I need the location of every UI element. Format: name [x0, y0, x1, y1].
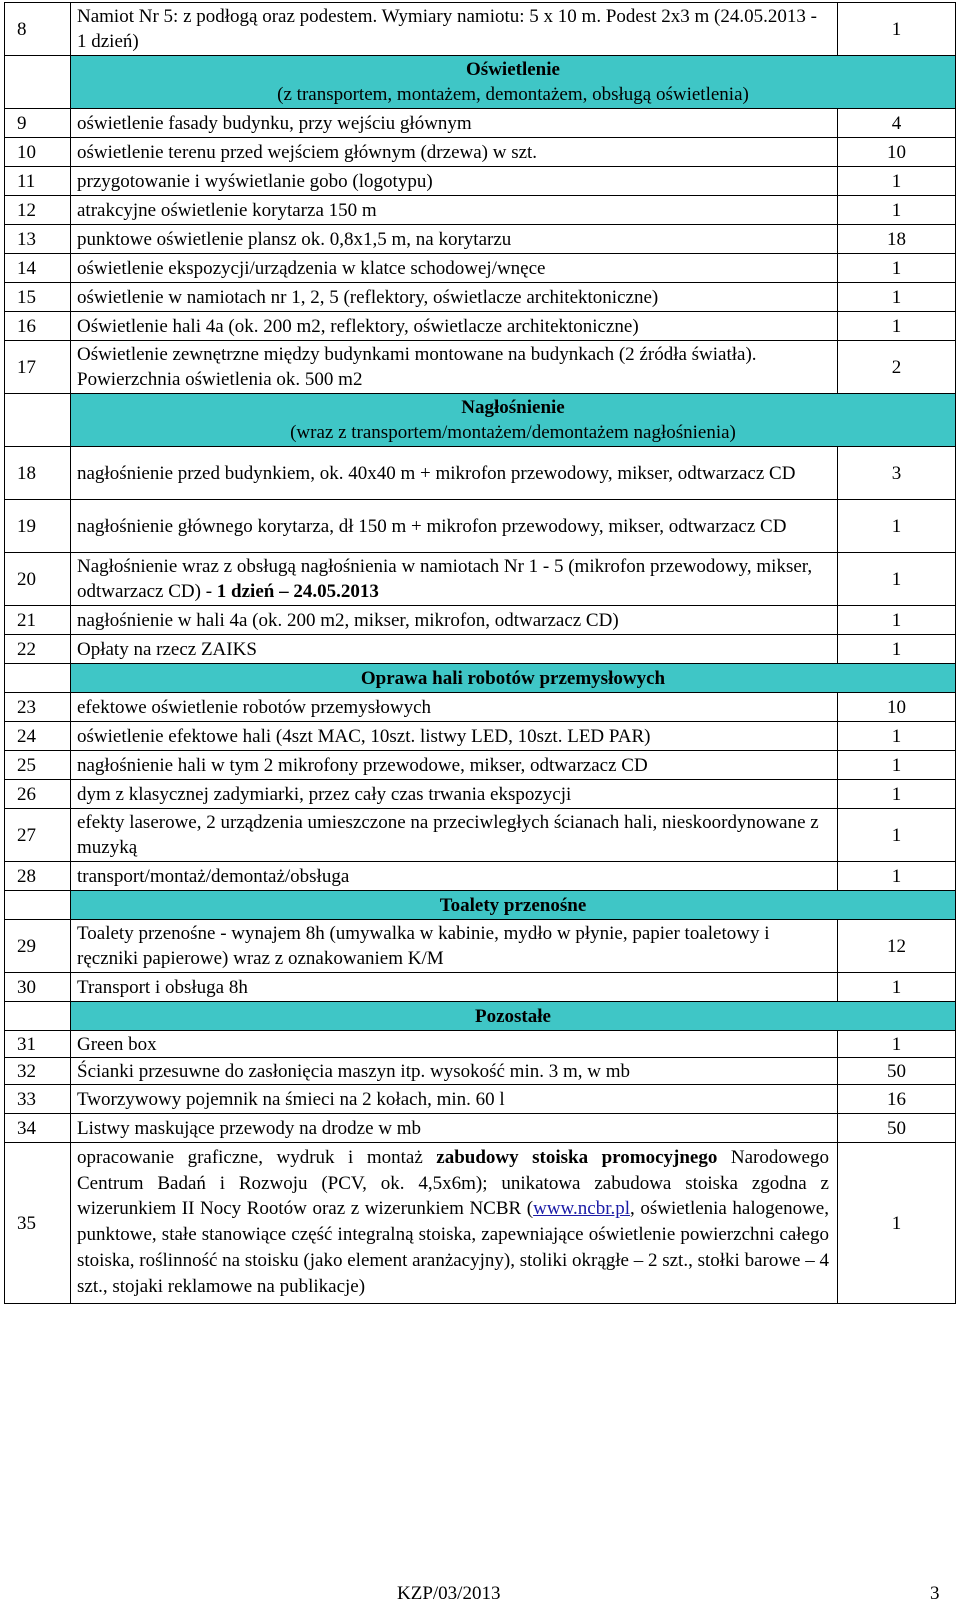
row-number: 22	[5, 635, 71, 664]
row-quantity: 50	[838, 1058, 956, 1085]
row-quantity: 12	[838, 920, 956, 973]
row-number: 25	[5, 751, 71, 780]
table-row	[5, 138, 956, 167]
table-row	[5, 283, 956, 312]
table-row	[5, 553, 956, 606]
row-description: nagłośnienie przed budynkiem, ok. 40x40 m + mikrofon przewodowy, mikser, odtwarzacz CD	[71, 447, 838, 500]
table-row	[5, 447, 956, 500]
row-number: 23	[5, 693, 71, 722]
row-quantity: 50	[838, 1114, 956, 1143]
row-number: 13	[5, 225, 71, 254]
table-row	[5, 693, 956, 722]
table-row	[5, 1085, 956, 1114]
table-row	[5, 109, 956, 138]
row-description-date: 1 dzień – 24.05.2013	[216, 581, 379, 602]
section-title: Toalety przenośne	[439, 894, 587, 916]
row-quantity: 1	[838, 1143, 956, 1304]
table-row	[5, 606, 956, 635]
row-quantity: 1	[838, 500, 956, 553]
row-description: Oświetlenie hali 4a (ok. 200 m2, reflektory, oświetlacze architektoniczne)	[71, 312, 838, 341]
table-row	[5, 500, 956, 553]
items-table	[4, 2, 956, 1304]
table-row	[5, 751, 956, 780]
section-subtitle: (z transportem, montażem, demontażem, obsługą oświetlenia)	[277, 84, 749, 105]
row-description: oświetlenie ekspozycji/urządzenia w klatce schodowej/wnęce	[71, 254, 838, 283]
row-description: Oświetlenie zewnętrzne między budynkami montowane na budynkach (2 źródła światła). Powierzchnia oświetlenia ok. 500 m2	[71, 341, 838, 394]
row-description: oświetlenie efektowe hali (4szt MAC, 10szt. listwy LED, 10szt. LED PAR)	[71, 722, 838, 751]
row-number: 33	[5, 1085, 71, 1114]
row-quantity: 1	[838, 312, 956, 341]
row-description: Toalety przenośne - wynajem 8h (umywalka w kabinie, mydło w płynie, papier toaletowy i ręczniki papierowe) wraz z oznakowaniem K/M	[71, 920, 838, 973]
section-title: Pozostałe	[475, 1005, 551, 1027]
row-quantity: 18	[838, 225, 956, 254]
row-description: oświetlenie terenu przed wejściem głównym (drzewa) w szt.	[71, 138, 838, 167]
row-description: Ścianki przesuwne do zasłonięcia maszyn itp. wysokość min. 3 m, w mb	[71, 1058, 838, 1085]
row-number: 10	[5, 138, 71, 167]
table-row	[5, 1143, 956, 1304]
section-header-robots	[5, 664, 956, 693]
section-title: Nagłośnienie	[461, 397, 565, 418]
row-number: 11	[5, 167, 71, 196]
table-row	[5, 809, 956, 862]
table-row	[5, 1031, 956, 1058]
table-row	[5, 225, 956, 254]
row-description: Listwy maskujące przewody na drodze w mb	[71, 1114, 838, 1143]
row-quantity: 1	[838, 809, 956, 862]
row-number: 19	[5, 500, 71, 553]
row-number: 15	[5, 283, 71, 312]
table-row	[5, 167, 956, 196]
table-row	[5, 722, 956, 751]
row-description	[71, 553, 838, 606]
row-description: efekty laserowe, 2 urządzenia umieszczone na przeciwległych ścianach hali, nieskoordynowane z muzyką	[71, 809, 838, 862]
table-row	[5, 312, 956, 341]
row-number: 28	[5, 862, 71, 891]
page-number: 3	[930, 1583, 940, 1604]
row-description: nagłośnienie w hali 4a (ok. 200 m2, mikser, mikrofon, odtwarzacz CD)	[71, 606, 838, 635]
row-number: 9	[5, 109, 71, 138]
row-number: 16	[5, 312, 71, 341]
row-description: punktowe oświetlenie plansz ok. 0,8x1,5 m, na korytarzu	[71, 225, 838, 254]
row-quantity: 1	[838, 973, 956, 1002]
row-description-text: , oświetlenia halogenowe, punktowe, stałe stanowiące część integralną stoiska, zapewniające oświetlenie powierzchni całego stoiska, roślinność na stoisku (jako element aranżacyjny), stoliki okrągłe – 2 szt., stołki barowe – 4 szt., stojaki reklamowe na publikacje)	[77, 1198, 829, 1297]
table-row	[5, 196, 956, 225]
row-number: 26	[5, 780, 71, 809]
row-quantity: 1	[838, 780, 956, 809]
row-number: 31	[5, 1031, 71, 1058]
row-description-emphasis: zabudowy stoiska promocyjnego	[436, 1147, 718, 1168]
row-description: dym z klasycznej zadymiarki, przez cały czas trwania ekspozycji	[71, 780, 838, 809]
row-quantity: 4	[838, 109, 956, 138]
table-row	[5, 635, 956, 664]
row-quantity: 1	[838, 167, 956, 196]
row-description-text: Narodowego Centrum Badań i Rozwoju (PCV, ok. 4,5x6m); unikatowa zabudowa stoiska zgodna z wizerunkiem II Nocy Rootów oraz z wizerunkiem NCBR (	[77, 1147, 829, 1220]
table-row	[5, 780, 956, 809]
row-number: 17	[5, 341, 71, 394]
row-number: 29	[5, 920, 71, 973]
section-header-lighting	[5, 56, 956, 109]
row-number: 27	[5, 809, 71, 862]
row-description: przygotowanie i wyświetlanie gobo (logotypu)	[71, 167, 838, 196]
row-description-text: Nagłośnienie wraz z obsługą nagłośnienia w namiotach Nr 1 - 5 (mikrofon przewodowy, mikser, odtwarzacz CD) -	[77, 556, 813, 602]
table-row	[5, 254, 956, 283]
row-quantity: 10	[838, 693, 956, 722]
row-description: Transport i obsługa 8h	[71, 973, 838, 1002]
document-code: KZP/03/2013	[397, 1583, 501, 1604]
row-quantity: 1	[838, 862, 956, 891]
row-number: 32	[5, 1058, 71, 1085]
row-description-text: opracowanie graficzne, wydruk i montaż	[77, 1147, 437, 1168]
row-quantity: 2	[838, 341, 956, 394]
section-title: Oświetlenie	[466, 59, 560, 80]
row-number: 18	[5, 447, 71, 500]
row-quantity: 1	[838, 196, 956, 225]
row-number: 24	[5, 722, 71, 751]
section-header-other	[5, 1002, 956, 1031]
section-title: Oprawa hali robotów przemysłowych	[360, 667, 666, 689]
table-row	[5, 862, 956, 891]
section-subtitle: (wraz z transportem/montażem/demontażem nagłośnienia)	[290, 422, 736, 443]
row-number: 12	[5, 196, 71, 225]
row-description	[71, 1143, 838, 1304]
row-quantity: 3	[838, 447, 956, 500]
row-quantity: 1	[838, 751, 956, 780]
row-quantity: 1	[838, 606, 956, 635]
row-description: transport/montaż/demontaż/obsługa	[71, 862, 838, 891]
row-number: 14	[5, 254, 71, 283]
row-description: nagłośnienie głównego korytarza, dł 150 m + mikrofon przewodowy, mikser, odtwarzacz CD	[71, 500, 838, 553]
row-quantity: 1	[838, 635, 956, 664]
ncbr-link[interactable]: www.ncbr.pl	[533, 1198, 631, 1220]
row-quantity: 10	[838, 138, 956, 167]
row-quantity: 1	[838, 3, 956, 56]
table-row	[5, 1114, 956, 1143]
section-header-toilets	[5, 891, 956, 920]
table-row	[5, 3, 956, 56]
row-number: 35	[5, 1143, 71, 1304]
table-row	[5, 1058, 956, 1085]
row-number: 21	[5, 606, 71, 635]
row-quantity: 16	[838, 1085, 956, 1114]
section-header-sound	[5, 394, 956, 447]
row-description: oświetlenie fasady budynku, przy wejściu głównym	[71, 109, 838, 138]
table-row	[5, 920, 956, 973]
row-number: 34	[5, 1114, 71, 1143]
row-description: efektowe oświetlenie robotów przemysłowych	[71, 693, 838, 722]
row-quantity: 1	[838, 283, 956, 312]
row-quantity: 1	[838, 254, 956, 283]
row-description: Green box	[71, 1031, 838, 1058]
row-description: Tworzywowy pojemnik na śmieci na 2 kołach, min. 60 l	[71, 1085, 838, 1114]
table-row	[5, 973, 956, 1002]
row-number: 8	[5, 3, 71, 56]
row-number: 30	[5, 973, 71, 1002]
row-description: oświetlenie w namiotach nr 1, 2, 5 (reflektory, oświetlacze architektoniczne)	[71, 283, 838, 312]
table-row	[5, 341, 956, 394]
row-description: Opłaty na rzecz ZAIKS	[71, 635, 838, 664]
row-quantity: 1	[838, 722, 956, 751]
row-quantity: 1	[838, 1031, 956, 1058]
row-quantity: 1	[838, 553, 956, 606]
row-number: 20	[5, 553, 71, 606]
row-description: nagłośnienie hali w tym 2 mikrofony przewodowe, mikser, odtwarzacz CD	[71, 751, 838, 780]
row-description: Namiot Nr 5: z podłogą oraz podestem. Wymiary namiotu: 5 x 10 m. Podest 2x3 m (24.05.2013 - 1 dzień)	[71, 3, 838, 56]
row-description: atrakcyjne oświetlenie korytarza 150 m	[71, 196, 838, 225]
